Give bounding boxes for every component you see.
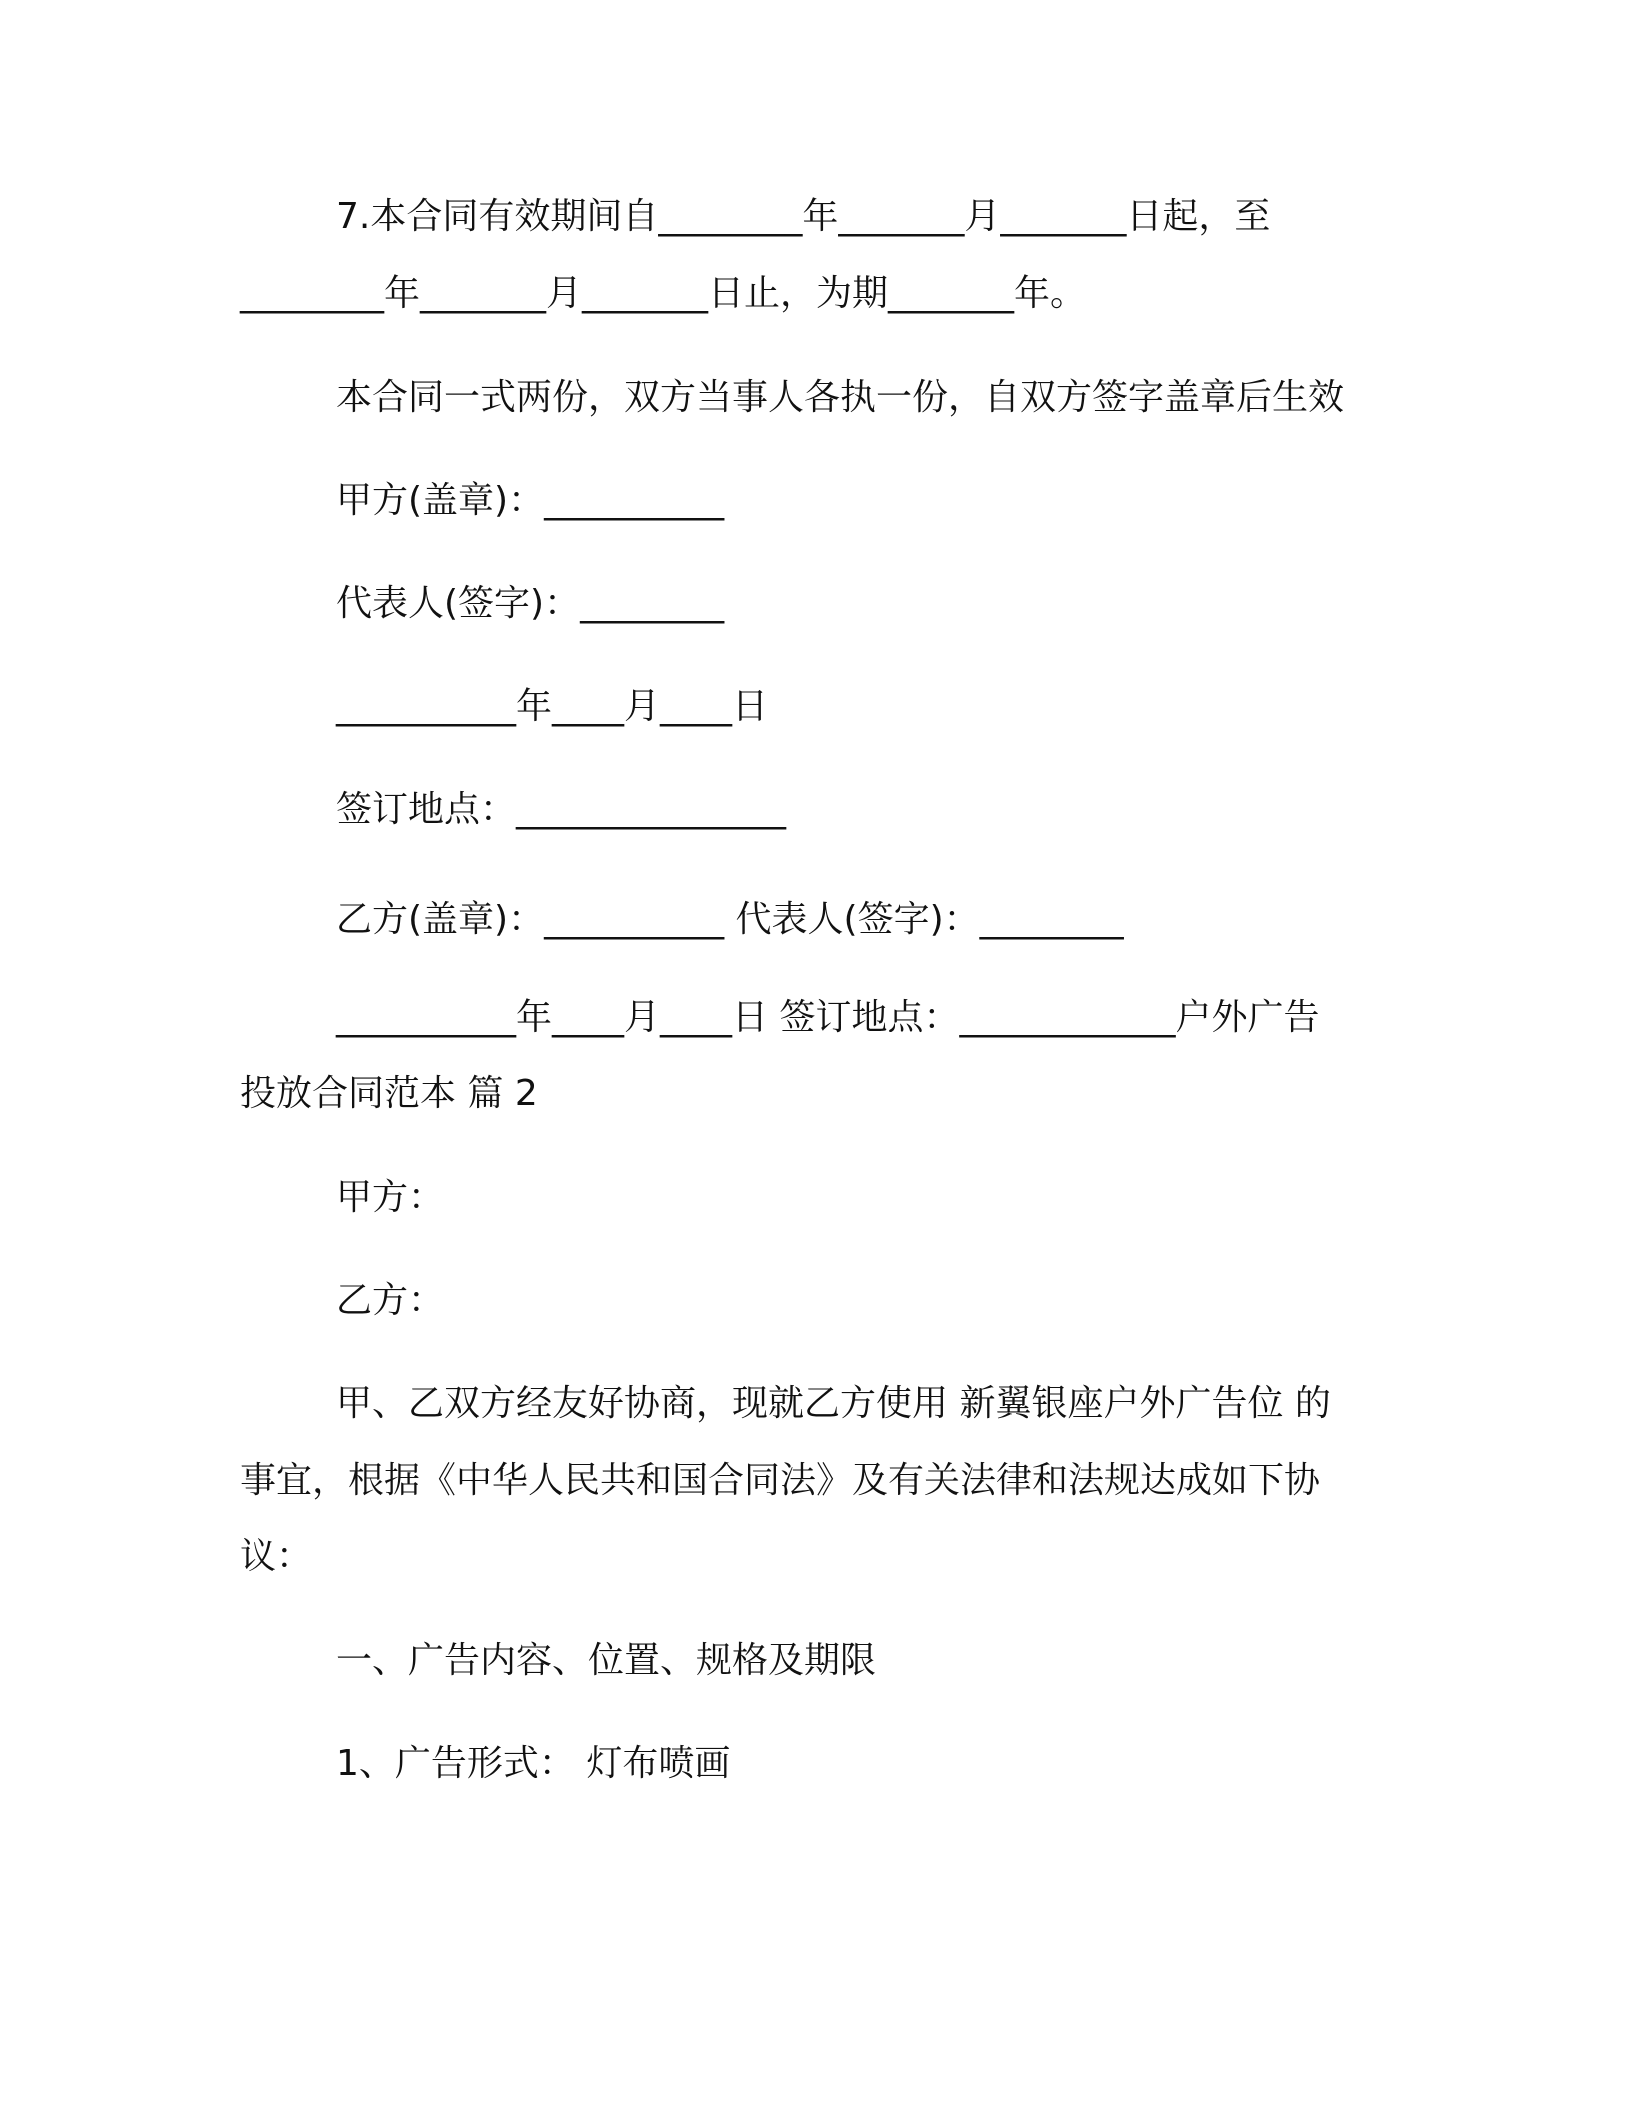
agreement-intro-line-2: 事宜，根据《中华人民共和国合同法》及有关法律和法规达成如下协 [240,1460,1321,1501]
party-b-label: 乙方： [336,1280,445,1321]
agreement-intro-line-1: 甲、乙双方经友好协商，现就乙方使用 新翼银座户外广告位 的 [336,1383,1331,1424]
section-title-contract-2: 投放合同范本 篇 2 [240,1073,538,1114]
party-a-representative-line: 代表人(签字)：________ [336,583,725,624]
party-a-date-line: __________年____月____日 [336,686,768,727]
party-a-label: 甲方： [336,1177,445,1218]
term-clause-line-1: 7.本合同有效期间自________年_______月_______日起，至 [336,196,1271,237]
ad-form-item: 1、广告形式： 灯布喷画 [336,1743,731,1784]
party-a-signing-place-line: 签订地点：_______________ [336,789,787,830]
party-a-seal-line: 甲方(盖章)：__________ [336,480,725,521]
copies-clause: 本合同一式两份，双方当事人各执一份，自双方签字盖章后生效 [336,377,1345,418]
agreement-intro-line-3: 议： [240,1536,313,1577]
section-heading-ad-content: 一、广告内容、位置、规格及期限 [336,1640,877,1681]
party-b-seal-representative-line: 乙方(盖章)：__________ 代表人(签字)：________ [336,899,1124,940]
term-clause-line-2: ________年_______月_______日止，为期_______年。 [240,273,1087,314]
party-b-date-place-line: __________年____月____日 签订地点：____________户外广告 [336,997,1320,1038]
